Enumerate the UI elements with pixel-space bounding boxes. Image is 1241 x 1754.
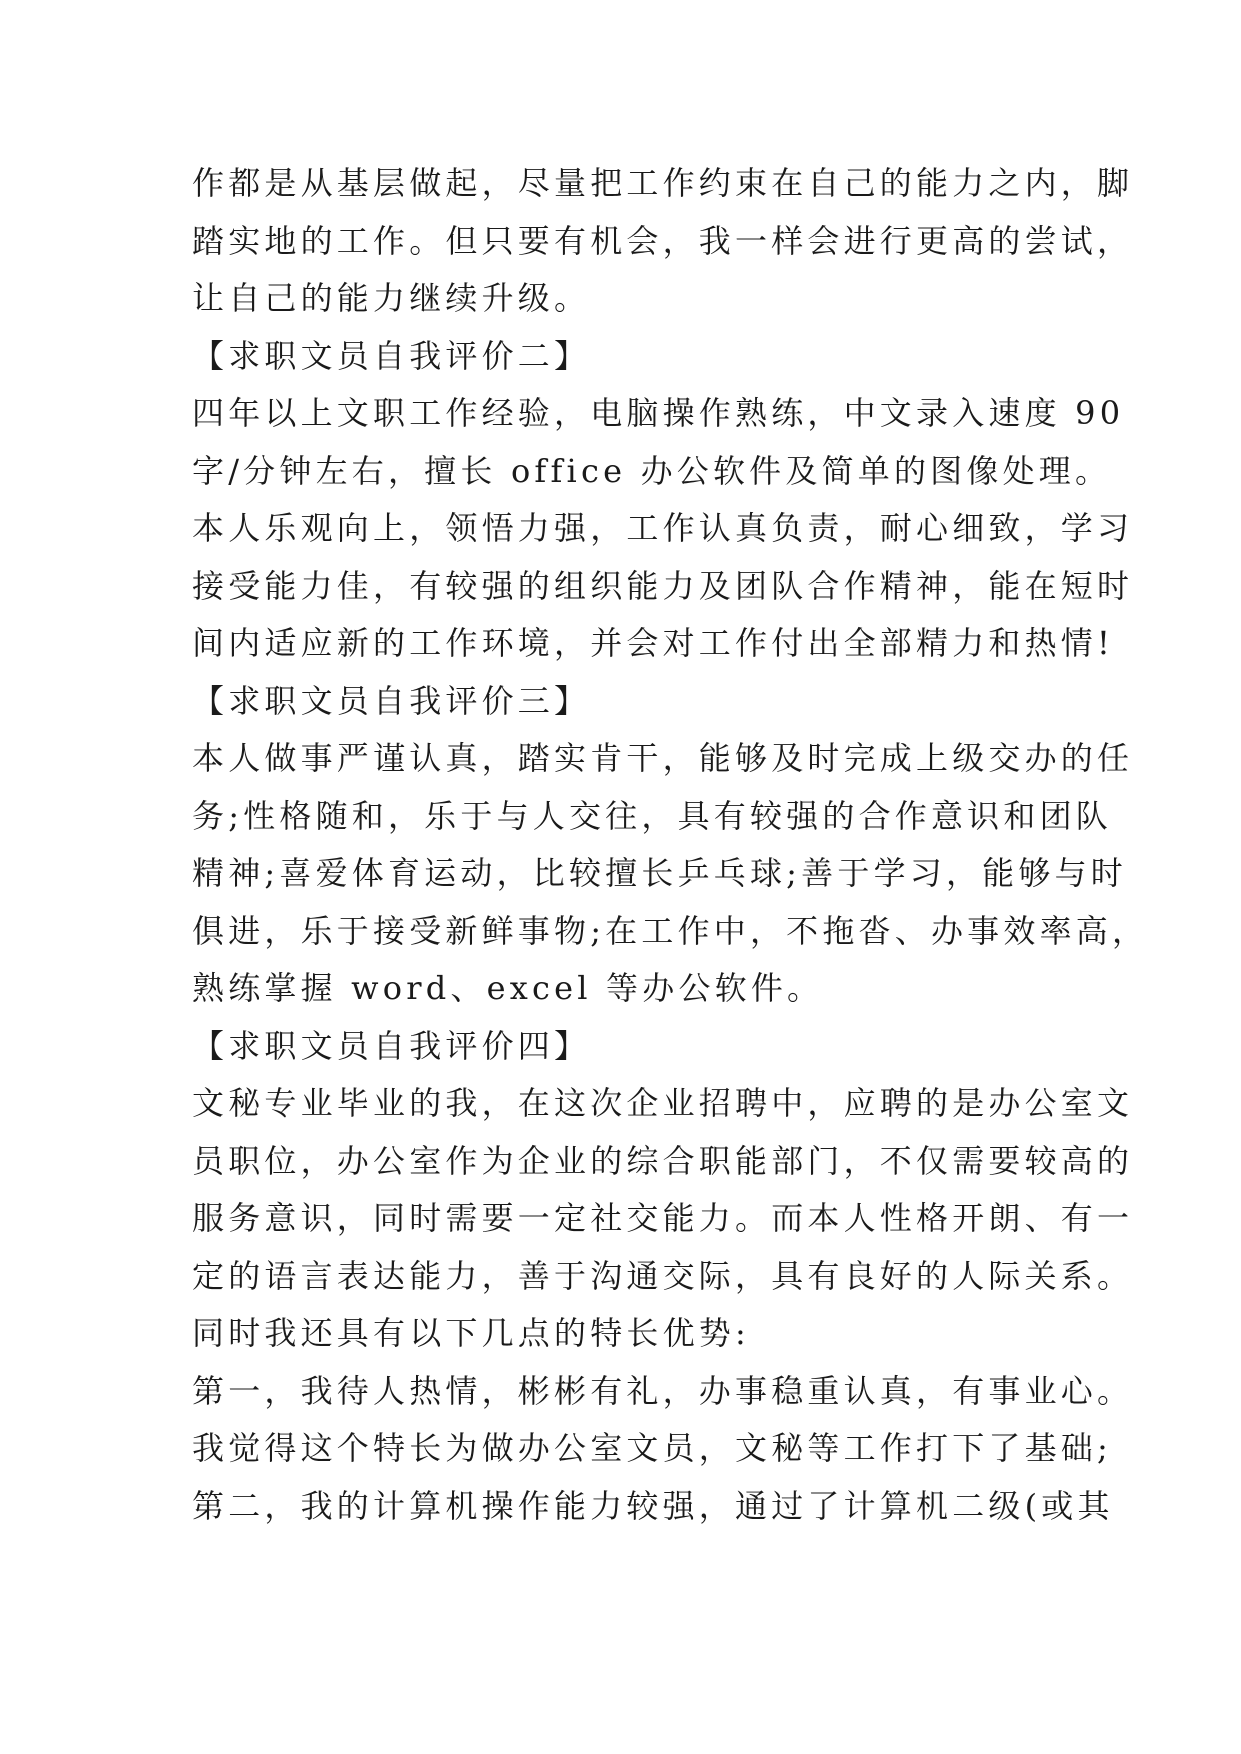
body-text-line: 同时我还具有以下几点的特长优势: xyxy=(192,1314,750,1352)
body-text-line: 员职位，办公室作为企业的综合职能部门，不仅需要较高的 xyxy=(192,1141,1134,1180)
body-text-line: 第一，我待人热情，彬彬有礼，办事稳重认真，有事业心。 xyxy=(192,1371,1134,1410)
section-heading-4: 【求职文员自我评价四】 xyxy=(192,1026,591,1065)
body-text-line: 让自己的能力继续升级。 xyxy=(192,279,591,317)
body-text-line: 务;性格随和，乐于与人交往，具有较强的合作意识和团队 xyxy=(192,796,1112,835)
body-text-line: 四年以上文职工作经验，电脑操作熟练，中文录入速度 90 xyxy=(192,394,1125,432)
section-heading-3: 【求职文员自我评价三】 xyxy=(192,681,591,720)
body-text-line: 熟练掌握 word、excel 等办公软件。 xyxy=(192,969,824,1007)
body-text-line: 定的语言表达能力，善于沟通交际，具有良好的人际关系。 xyxy=(192,1256,1134,1295)
body-text-line: 间内适应新的工作环境，并会对工作付出全部精力和热情! xyxy=(192,624,1115,662)
section-heading-2: 【求职文员自我评价二】 xyxy=(192,336,591,375)
body-text-line: 文秘专业毕业的我，在这次企业招聘中，应聘的是办公室文 xyxy=(192,1084,1134,1122)
body-text-line: 字/分钟左右，擅长 office 办公软件及简单的图像处理。 xyxy=(192,451,1112,490)
body-text-line: 本人乐观向上，领悟力强，工作认真负责，耐心细致，学习 xyxy=(192,509,1134,547)
body-text-line: 本人做事严谨认真，踏实肯干，能够及时完成上级交办的任 xyxy=(192,739,1134,777)
body-text-line: 精神;喜爱体育运动，比较擅长乒乓球;善于学习，能够与时 xyxy=(192,854,1127,892)
body-text-line: 接受能力佳，有较强的组织能力及团队合作精神，能在短时 xyxy=(192,566,1134,605)
body-text-line: 服务意识，同时需要一定社交能力。而本人性格开朗、有一 xyxy=(192,1199,1134,1237)
body-text-line: 第二，我的计算机操作能力较强，通过了计算机二级(或其 xyxy=(192,1486,1114,1525)
body-text-line: 踏实地的工作。但只要有机会，我一样会进行更高的尝试， xyxy=(192,221,1134,260)
body-text-line: 俱进，乐于接受新鲜事物;在工作中，不拖沓、办事效率高， xyxy=(192,911,1149,950)
body-text-line: 我觉得这个特长为做办公室文员，文秘等工作打下了基础; xyxy=(192,1429,1112,1467)
body-text-line: 作都是从基层做起，尽量把工作约束在自己的能力之内，脚 xyxy=(192,164,1134,202)
document-body xyxy=(192,155,1149,1535)
